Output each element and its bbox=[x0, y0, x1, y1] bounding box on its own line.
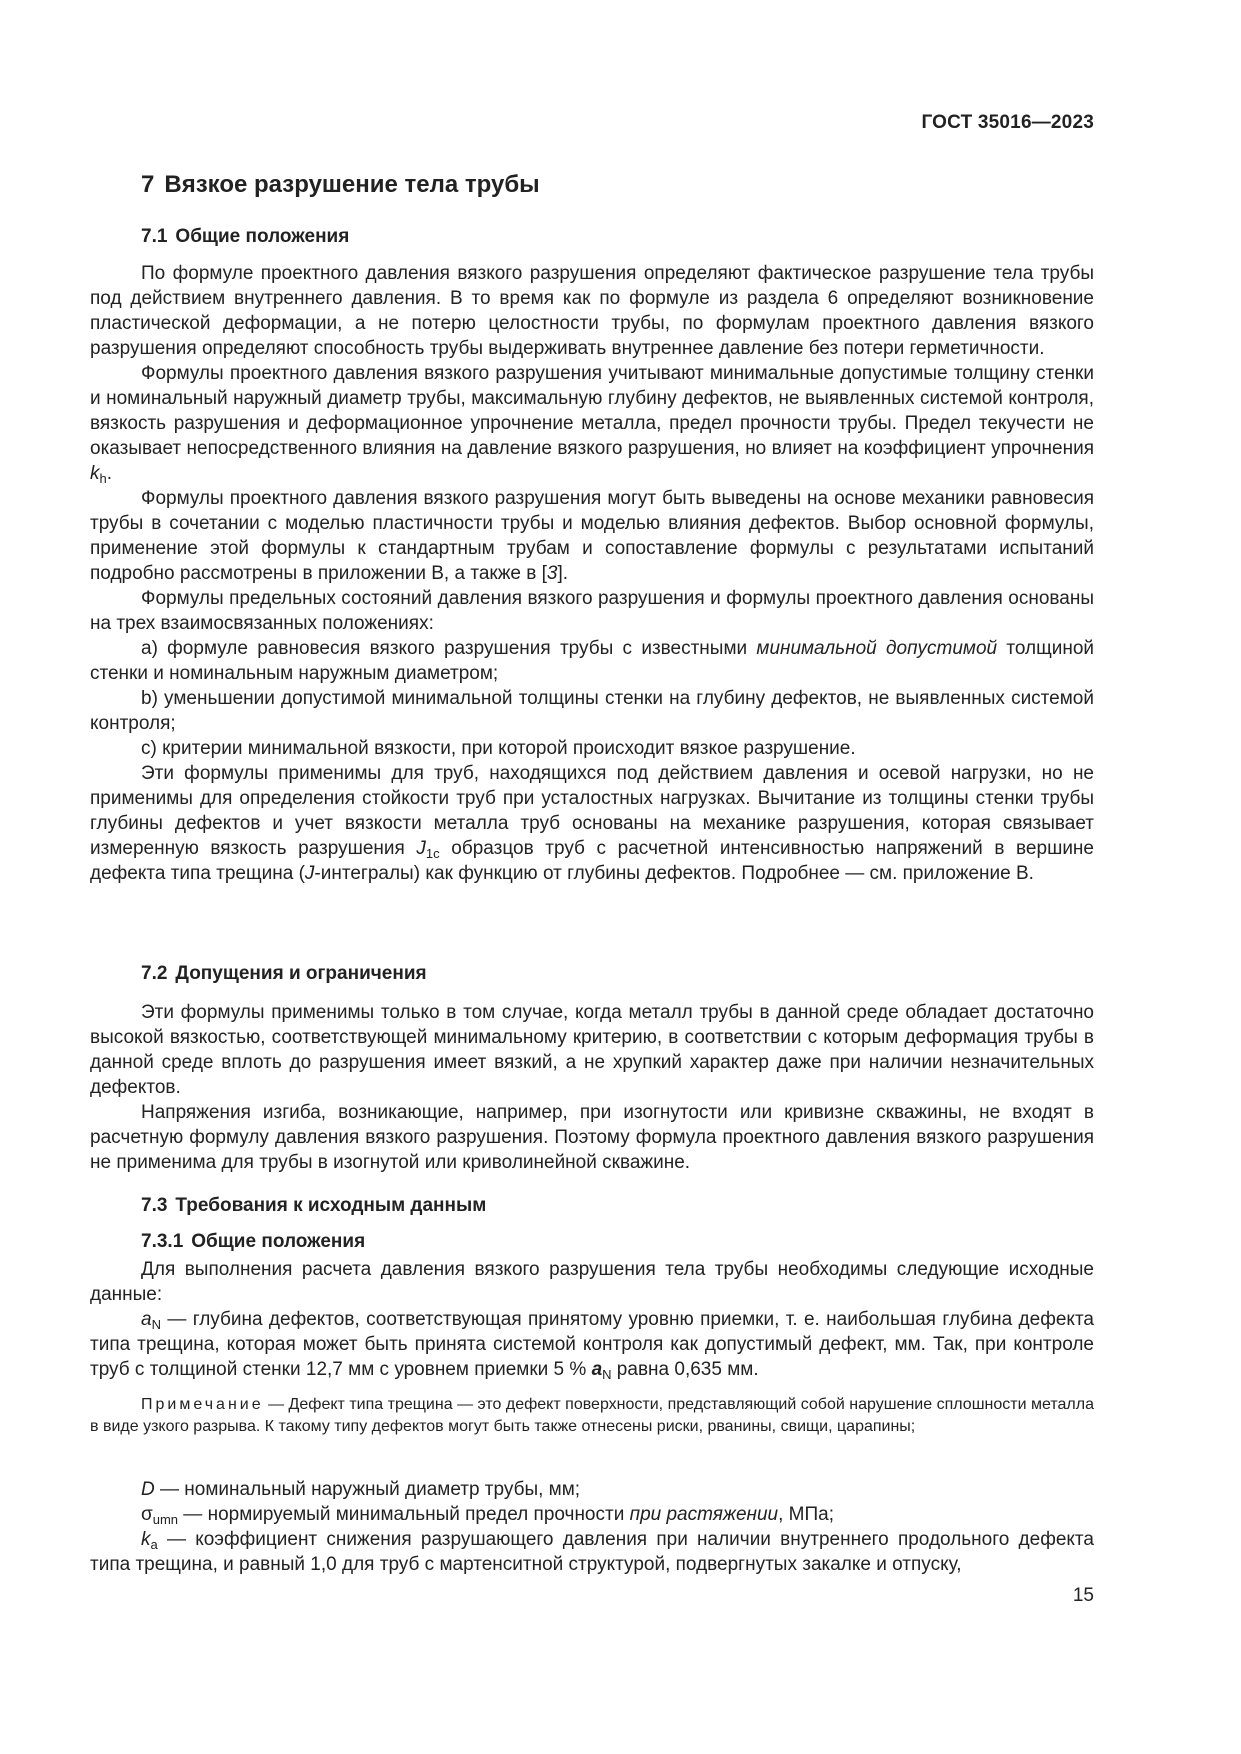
subsection-7-2-body bbox=[90, 1000, 1094, 1175]
definitions-list bbox=[90, 1477, 1094, 1577]
definition-ka: $k_a$ — коэффициент снижения разрушающего давления при наличии внутреннего продольного дефекта типа трещина, и равный 1,0 для труб с мартенситной структурой, подвергнутых закалке и отпуску, bbox=[90, 1529, 1094, 1575]
standard-header: ГОСТ 35016—2023 bbox=[921, 112, 1094, 133]
section-title: Вязкое разрушение тела трубы bbox=[164, 171, 540, 198]
list-item: c) критерии минимальной вязкости, при которой происходит вязкое разрушение. bbox=[141, 738, 856, 759]
list-item: a) формуле равновесия вязкого разрушения трубы с известными минимальной допустимой толщиной стенки и номинальным наружным диаметром; bbox=[90, 638, 1095, 684]
document-page bbox=[90, 0, 1094, 1754]
paragraph: Эти формулы применимы только в том случае, когда металл трубы в данной среде обладает достаточно высокой вязкостью, соответствующей минимальному критерию, в соответствии с которым деформация трубы в данной среде вплоть до разрушения имеет вязкий, а не хрупкий характер даже при наличии незначительных дефектов. bbox=[90, 1002, 1094, 1098]
paragraph: Формулы проектного давления вязкого разрушения могут быть выведены на основе механики равновесия трубы в сочетании с моделью пластичности трубы и моделью влияния дефектов. Выбор основной формулы, применение этой формулы к стандартным трубам и сопоставление формулы с результатами испытаний подробно рассмотрены в приложении В, а также в [3]. bbox=[90, 488, 1094, 584]
section-heading bbox=[141, 171, 540, 199]
subsection-7-1-heading bbox=[141, 226, 349, 248]
paragraph: Напряжения изгиба, возникающие, например, при изогнутости или кривизне скважины, не входят в расчетную формулу давления вязкого разрушения. Поэтому формула проектного давления вязкого разрушения не применима для трубы в изогнутой или криволинейной скважине. bbox=[90, 1102, 1094, 1173]
paragraph: Формулы проектного давления вязкого разрушения учитывают минимальные допустимые толщину стенки и номинальный наружный диаметр трубы, максимальную глубину дефектов, не выявленных системой контроля, вязкость разрушения и деформационное упрочнение металла, предел прочности трубы. Предел текучести не оказывает непосредственного влияния на давление вязкого разрушения, но влияет на коэффициент упрочнения $k_h$. bbox=[90, 363, 1094, 486]
subsection-number: 7.3 bbox=[141, 1195, 168, 1216]
subsection-number: 7.1 bbox=[141, 226, 168, 247]
subsection-7-3-heading bbox=[141, 1195, 486, 1217]
note-label: Примечание bbox=[141, 1396, 264, 1413]
paragraph: Эти формулы применимы для труб, находящихся под действием давления и осевой нагрузки, но не применимы для определения стойкости труб при усталостных нагрузках. Вычитание из толщины стенки трубы глубины дефектов и учет вязкости металла труб основаны на механике разрушения, которая связывает измеренную вязкость разрушения $J_{1c}$ образцов труб с расчетной интенсивностью напряжений в вершине дефекта типа трещина (J-интегралы) как функцию от глубины дефектов. Подробнее — см. приложение В. bbox=[90, 763, 1094, 884]
page-number: 15 bbox=[1072, 1585, 1094, 1606]
subsection-7-1-body bbox=[90, 261, 1094, 886]
definition-D: D — номинальный наружный диаметр трубы, мм; bbox=[141, 1479, 581, 1500]
subsection-7-3-1-body bbox=[90, 1257, 1094, 1382]
note bbox=[90, 1394, 1094, 1437]
list-item: b) уменьшении допустимой минимальной толщины стенки на глубину дефектов, не выявленных системой контроля; bbox=[90, 688, 1094, 734]
note-text: — Дефект типа трещина — это дефект поверхности, представляющий собой нарушение сплошности металла в виде узкого разрыва. К такому типу дефектов могут быть также отнесены риски, рванины, свищи, царапины; bbox=[90, 1396, 1094, 1435]
subsection-title: Общие положения bbox=[175, 226, 350, 247]
subsection-title: Требования к исходным данным bbox=[175, 1195, 487, 1216]
subsection-7-2-heading bbox=[141, 963, 427, 985]
paragraph: Формулы предельных состояний давления вязкого разрушения и формулы проектного давления основаны на трех взаимосвязанных положениях: bbox=[90, 588, 1094, 634]
definition-aN: $a_N$ — глубина дефектов, соответствующая принятому уровню приемки, т. е. наибольшая глубина дефекта типа трещина, которая может быть принята системой контроля как допустимый дефект, мм. Так, при контроле труб с толщиной стенки 12,7 мм с уровнем приемки 5 % $a_N$ равна 0,635 мм. bbox=[90, 1309, 1094, 1382]
paragraph: Для выполнения расчета давления вязкого разрушения тела трубы необходимы следующие исходные данные: bbox=[90, 1259, 1094, 1305]
subsection-title: Допущения и ограничения bbox=[175, 963, 427, 984]
definition-sigma: $\sigma_{umn}$ — нормируемый минимальный предел прочности при растяжении, МПа; bbox=[141, 1504, 834, 1527]
section-number: 7 bbox=[141, 171, 155, 198]
subsection-title: Общие положения bbox=[191, 1231, 366, 1252]
subsection-number: 7.3.1 bbox=[141, 1231, 184, 1252]
subsection-7-3-1-heading bbox=[141, 1231, 365, 1253]
subsection-number: 7.2 bbox=[141, 963, 168, 984]
paragraph: По формуле проектного давления вязкого разрушения определяют фактическое разрушение тела трубы под действием внутреннего давления. В то время как по формуле из раздела 6 определяют возникновение пластической деформации, а не потерю целостности трубы, по формулам проектного давления вязкого разрушения определяют способность трубы выдерживать внутреннее давление без потери герметичности. bbox=[90, 263, 1094, 359]
